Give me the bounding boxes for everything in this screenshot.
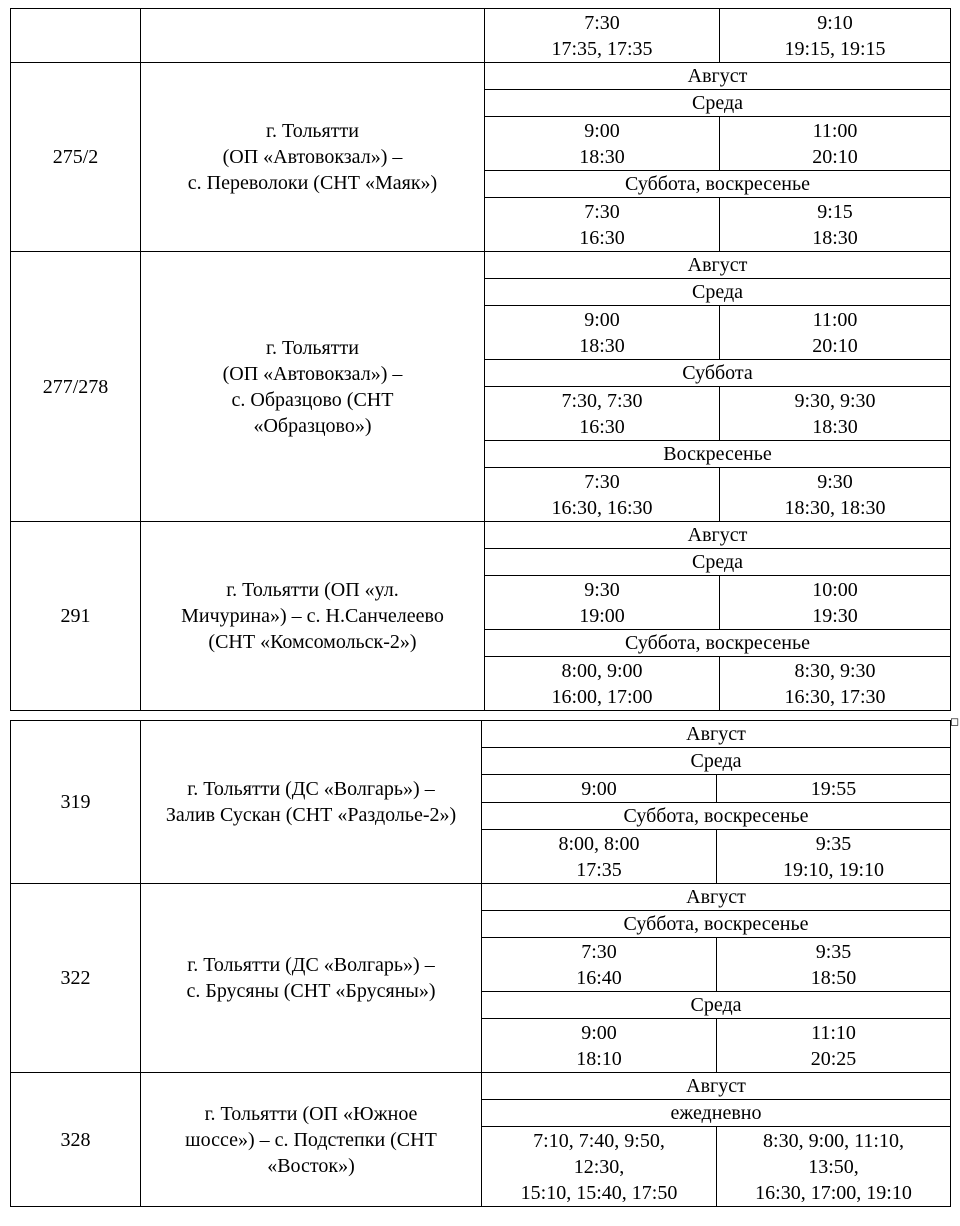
return-times-cell [720,657,951,711]
return-time: 20:25 [810,1047,857,1070]
departure-time: 12:30, [573,1155,625,1178]
departure-time: 17:35 [576,858,622,881]
schedule-table-top [10,8,951,711]
return-time: 16:30, 17:30 [784,685,886,708]
schedule-period-header: Среда [485,549,951,576]
departure-time: 7:30 [581,940,617,963]
return-time: 18:50 [810,966,857,989]
departure-time: 16:30, 16:30 [551,496,653,519]
schedule-period-header: Август [485,252,951,279]
return-time: 9:35 [815,832,852,855]
route-name-cell [141,63,485,252]
departure-time: 9:00 [584,308,620,331]
route-name-line: с. Переволоки (СНТ «Маяк») [187,172,438,194]
departure-time: 18:30 [579,334,625,357]
departure-times-cell [485,387,720,441]
return-times-cell [720,9,951,63]
departure-time: 9:00 [581,777,617,800]
return-times-cell [717,1127,951,1207]
departure-times-cell [482,1019,717,1073]
departure-time: 9:00 [584,119,620,142]
route-name-line: с. Образцово (СНТ [231,388,394,411]
return-times-cell [720,576,951,630]
departure-time: 16:00, 17:00 [551,685,653,708]
return-times-cell [717,775,951,803]
return-time: 8:30, 9:30 [794,659,876,682]
return-time: 10:00 [812,578,858,601]
return-times-cell [720,198,951,252]
schedule-period-header: Август [485,63,951,90]
departure-time: 17:35, 17:35 [551,37,653,60]
table-row [11,1073,951,1100]
page-break-marker: ◻ [950,716,960,728]
return-times-cell [720,468,951,522]
return-times-cell [717,830,951,884]
departure-time: 7:30 [584,470,620,493]
route-name-line: г. Тольятти (ДС «Волгарь») – [187,778,435,800]
departure-time: 18:10 [576,1047,622,1070]
table-row [11,9,951,63]
return-time: 9:30, 9:30 [794,389,876,412]
schedule-period-header: Среда [482,748,951,775]
route-name-line: г. Тольятти [266,120,359,142]
route-name-line: с. Брусяны (СНТ «Брусяны») [186,980,436,1002]
schedule-period-header: Суббота, воскресенье [485,630,951,657]
return-time: 18:30 [812,415,858,438]
departure-times-cell [482,775,717,803]
return-time: 11:00 [812,308,858,331]
route-number-cell: 328 [11,1073,141,1207]
return-time: 9:10 [817,11,853,34]
route-number-cell: 277/278 [11,252,141,522]
return-time: 9:15 [817,200,853,223]
return-time: 11:00 [812,119,858,142]
departure-times-cell [482,938,717,992]
schedule-period-header: Среда [482,992,951,1019]
route-number-cell [11,9,141,63]
return-times-cell [717,938,951,992]
route-number-cell: 319 [11,721,141,884]
route-name-cell [141,884,482,1073]
departure-time: 7:30 [584,200,620,223]
schedule-period-header: Среда [485,90,951,117]
return-time: 20:10 [812,334,858,357]
return-times-cell [717,1019,951,1073]
route-name-cell [141,252,485,522]
departure-time: 16:30 [579,415,625,438]
return-time: 19:30 [812,604,858,627]
route-name-line: «Образцово») [253,414,372,437]
route-name-cell [141,721,482,884]
departure-time: 7:30 [584,11,620,34]
return-time: 11:10 [811,1021,856,1044]
return-time: 16:30, 17:00, 19:10 [755,1181,912,1204]
departure-time: 7:10, 7:40, 9:50, [533,1129,665,1152]
schedule-period-header: Среда [485,279,951,306]
departure-times-cell [482,1127,717,1207]
return-times-cell [720,117,951,171]
route-name-line: г. Тольятти (ДС «Волгарь») – [187,954,435,976]
route-name-cell [141,1073,482,1207]
departure-time: 19:00 [579,604,625,627]
return-time: 19:10, 19:10 [782,858,885,881]
departure-times-cell [485,198,720,252]
table-row [11,252,951,279]
route-number-cell: 275/2 [11,63,141,252]
return-times-cell [720,387,951,441]
route-name-line: Мичурина») – с. Н.Санчелеево [181,605,444,627]
departure-times-cell [485,468,720,522]
schedule-period-header: Суббота, воскресенье [482,803,951,830]
departure-time: 8:00, 9:00 [561,659,643,682]
route-name-cell [141,9,485,63]
route-name-line: Залив Сускан (СНТ «Раздолье-2») [165,804,457,826]
route-name-line: г. Тольятти [266,336,359,359]
schedule-period-header: Август [482,1073,951,1100]
schedule-period-header: Август [485,522,951,549]
return-time: 9:30 [817,470,853,493]
route-number-cell: 322 [11,884,141,1073]
return-time: 13:50, [808,1155,859,1178]
departure-time: 7:30, 7:30 [561,389,643,412]
return-time: 19:15, 19:15 [784,37,886,60]
table-row [11,884,951,911]
return-times-cell [720,306,951,360]
schedule-period-header: Суббота, воскресенье [482,911,951,938]
schedule-period-header: Август [482,884,951,911]
departure-times-cell [485,117,720,171]
route-name-line: г. Тольятти (ОП «Южное [204,1102,418,1125]
schedule-period-header: ежедневно [482,1100,951,1127]
schedule-table-bottom [10,720,951,1207]
departure-time: 8:00, 8:00 [558,832,640,855]
departure-time: 9:30 [584,578,620,601]
route-name-line: г. Тольятти (ОП «ул. [226,579,399,601]
route-name-line: шоссе») – с. Подстепки (СНТ [185,1128,437,1151]
route-name-cell [141,522,485,711]
route-number-cell: 291 [11,522,141,711]
return-time: 19:55 [810,777,857,800]
departure-times-cell [485,657,720,711]
return-time: 9:35 [815,940,852,963]
return-time: 20:10 [812,145,858,168]
return-time: 18:30 [812,226,858,249]
departure-times-cell [485,9,720,63]
table-row [11,522,951,549]
schedule-period-header: Суббота [485,360,951,387]
departure-time: 9:00 [581,1021,617,1044]
departure-times-cell [482,830,717,884]
return-time: 8:30, 9:00, 11:10, [763,1129,904,1152]
departure-times-cell [485,576,720,630]
schedule-period-header: Август [482,721,951,748]
departure-times-cell [485,306,720,360]
schedule-period-header: Воскресенье [485,441,951,468]
departure-time: 16:40 [576,966,622,989]
route-name-line: (ОП «Автовокзал») – [222,362,403,385]
departure-time: 15:10, 15:40, 17:50 [520,1181,678,1204]
return-time: 18:30, 18:30 [784,496,886,519]
route-name-line: (СНТ «Комсомольск-2») [208,631,417,653]
departure-time: 18:30 [579,145,625,168]
table-row [11,63,951,90]
schedule-period-header: Суббота, воскресенье [485,171,951,198]
departure-time: 16:30 [579,226,625,249]
table-row [11,721,951,748]
route-name-line: «Восток») [267,1154,355,1177]
route-name-line: (ОП «Автовокзал») – [222,146,403,168]
